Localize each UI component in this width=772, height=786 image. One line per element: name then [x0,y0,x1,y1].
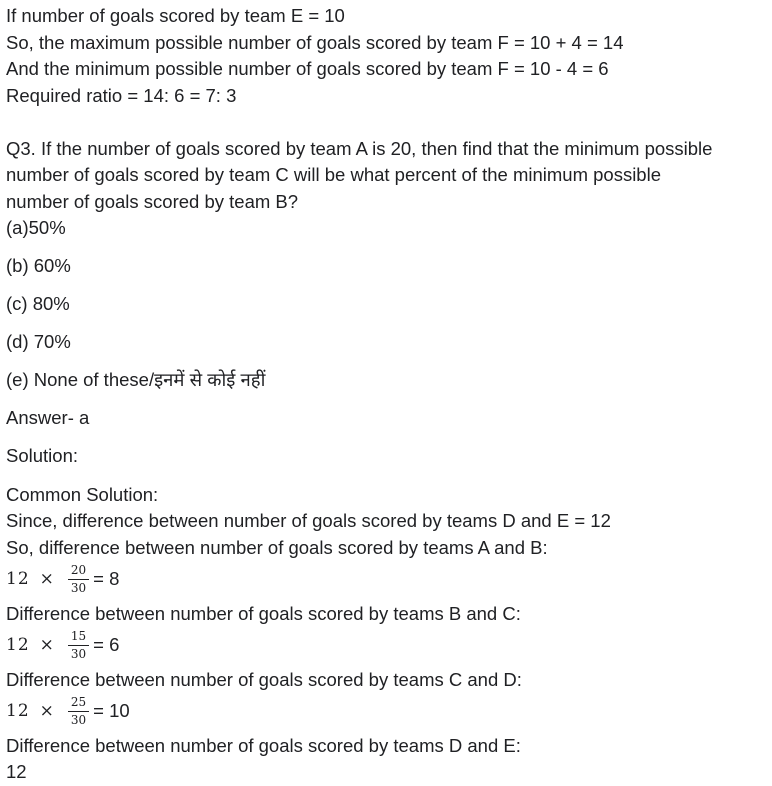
multiply-sign: × [39,635,54,655]
multiply-sign: × [39,569,54,589]
calc-bc-result: = 6 [93,634,120,655]
fraction-denominator: 30 [70,580,87,595]
fraction-denominator: 30 [70,646,87,661]
solution-line-4: Difference between number of goals scored by teams C and D: [6,669,522,690]
calc-ab-base: 12 [6,569,30,589]
fraction [68,696,89,727]
fraction-denominator: 30 [70,712,87,727]
option-d: (d) 70% [6,331,71,352]
answer-text: Answer- a [6,407,90,428]
fraction [68,630,89,661]
option-b: (b) 60% [6,255,71,276]
intro-line-3: And the minimum possible number of goals scored by team F = 10 - 4 = 6 [6,58,609,79]
intro-line-2: So, the maximum possible number of goals scored by team F = 10 + 4 = 14 [6,32,624,53]
multiply-sign: × [39,701,54,721]
question-line-3: number of goals scored by team B? [6,191,299,212]
intro-line-1: If number of goals scored by team E = 10 [6,5,345,26]
solution-label: Solution: [6,445,78,466]
calc-bc-base: 12 [6,635,30,655]
option-e: (e) None of these/इनमें से कोई नहीं [6,369,266,390]
common-solution-heading: Common Solution: [6,484,159,505]
question-line-1: Q3. If the number of goals scored by team A is 20, then find that the minimum possible [6,138,713,159]
fraction-numerator: 20 [68,564,89,580]
solution-line-3: Difference between number of goals scored by teams B and C: [6,603,521,624]
calc-ab-result: = 8 [93,568,120,589]
solution-value-5: 12 [6,761,27,782]
calc-bc [6,627,119,663]
solution-line-5: Difference between number of goals scored by teams D and E: [6,735,521,756]
option-c: (c) 80% [6,293,70,314]
calc-ab [6,561,119,597]
solution-line-1: Since, difference between number of goals scored by teams D and E = 12 [6,510,611,531]
solution-line-2: So, difference between number of goals scored by teams A and B: [6,537,548,558]
fraction-numerator: 15 [68,630,89,646]
option-a: (a)50% [6,217,66,238]
question-line-2: number of goals scored by team C will be what percent of the minimum possible [6,164,661,185]
intro-line-4: Required ratio = 14: 6 = 7: 3 [6,85,237,106]
calc-cd [6,693,130,729]
calc-cd-base: 12 [6,701,30,721]
fraction-numerator: 25 [68,696,89,712]
calc-cd-result: = 10 [93,700,130,721]
fraction [68,564,89,595]
